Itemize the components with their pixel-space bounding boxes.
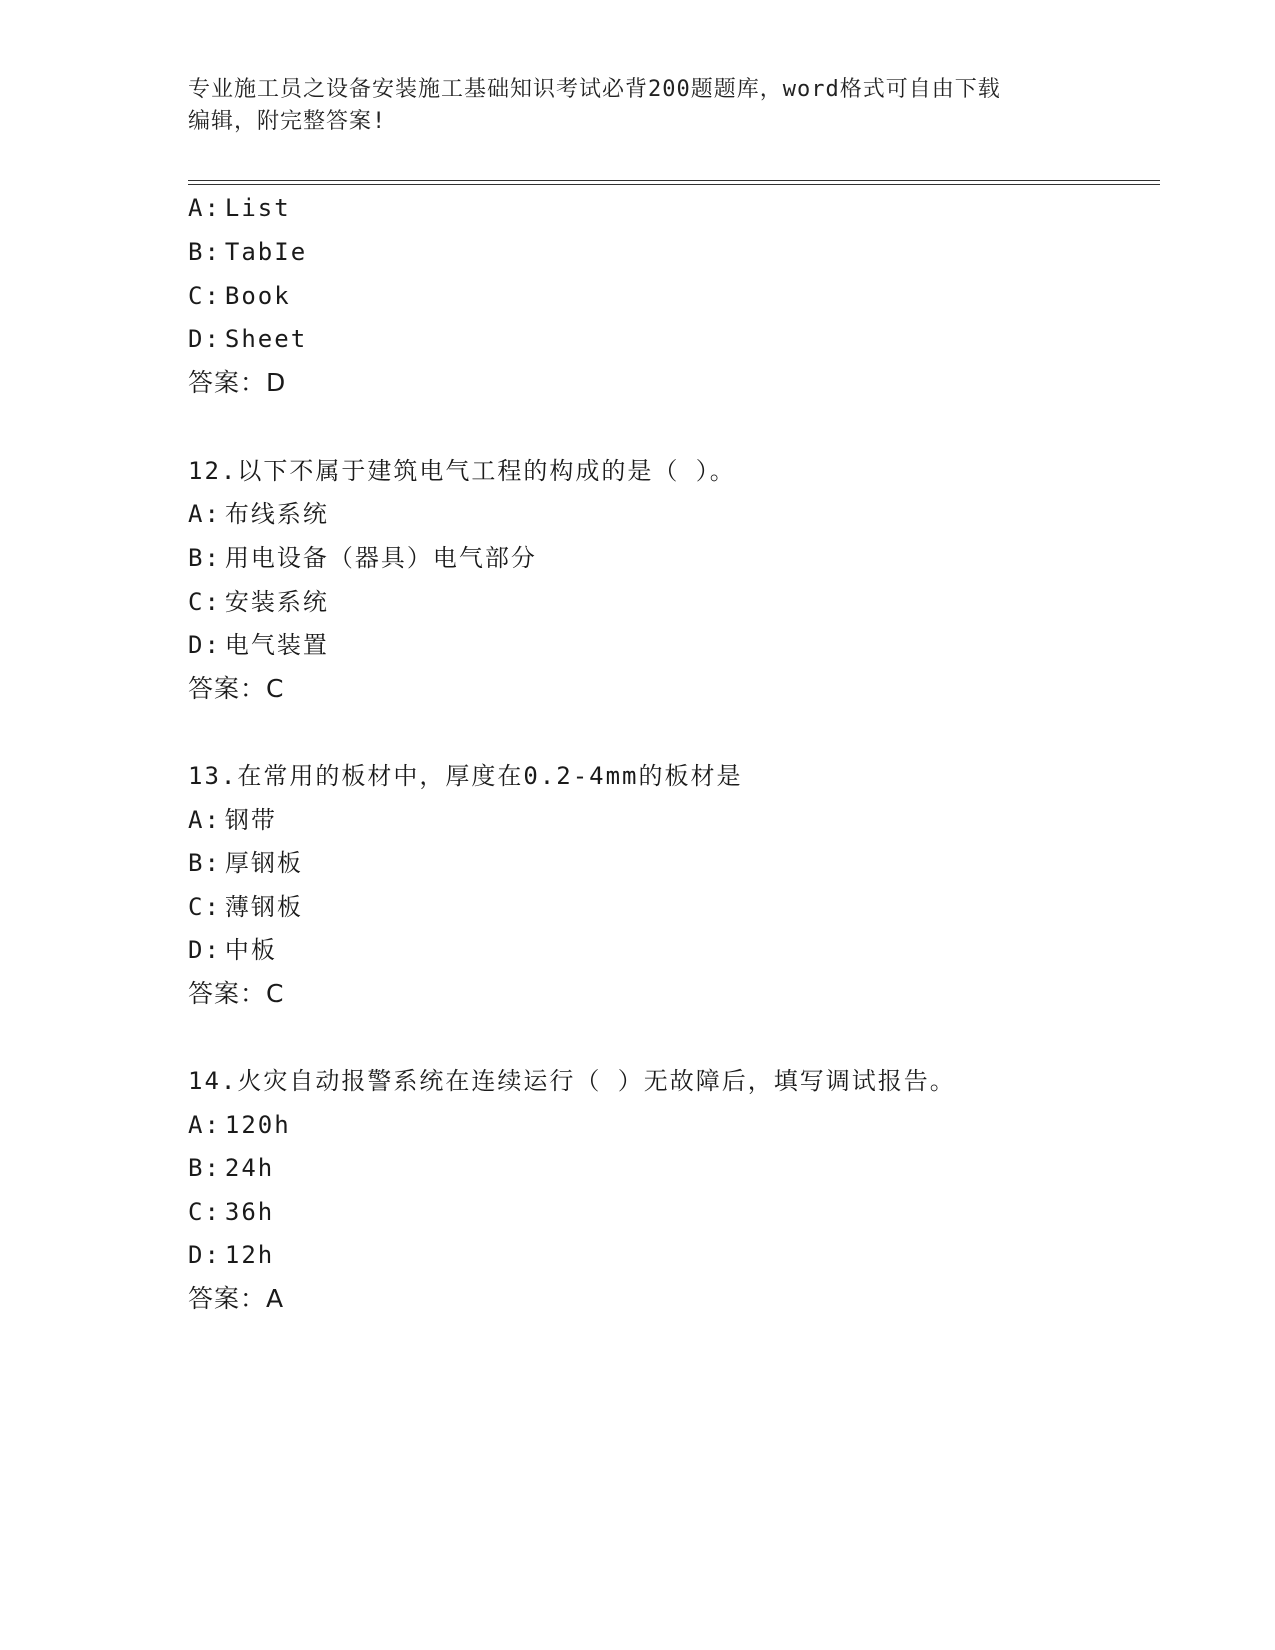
question-13-option-d: D: 中板 <box>188 936 277 964</box>
prev-option-a: A: List <box>188 194 291 222</box>
question-14-option-d: D: 12h <box>188 1241 275 1269</box>
header-title-line-1: 专业施工员之设备安装施工基础知识考试必背200题题库，word格式可自由下载 <box>188 77 1001 102</box>
question-12-answer: 答案：C <box>188 674 285 703</box>
question-14-option-c: C: 36h <box>188 1198 275 1226</box>
question-12-option-d: D: 电气装置 <box>188 631 329 659</box>
question-13-stem: 13.在常用的板材中，厚度在0.2-4mm的板材是 <box>188 762 743 790</box>
question-14-stem: 14.火灾自动报警系统在连续运行（ ）无故障后，填写调试报告。 <box>188 1067 956 1095</box>
question-13-answer: 答案：C <box>188 979 285 1008</box>
prev-answer: 答案：D <box>188 368 287 397</box>
question-12-option-a: A: 布线系统 <box>188 500 329 528</box>
question-12-stem: 12.以下不属于建筑电气工程的构成的是（ ）。 <box>188 457 736 485</box>
question-14-answer: 答案：A <box>188 1284 285 1313</box>
question-13-option-c: C: 薄钢板 <box>188 893 303 921</box>
question-13-option-b: B: 厚钢板 <box>188 849 303 877</box>
header-divider-bottom <box>188 184 1160 185</box>
prev-option-c: C: Book <box>188 282 291 310</box>
question-14-option-a: A: 120h <box>188 1111 291 1139</box>
header-divider-top <box>188 180 1160 181</box>
question-12-option-b: B: 用电设备（器具）电气部分 <box>188 544 537 572</box>
prev-option-d: D: Sheet <box>188 325 308 353</box>
question-12-option-c: C: 安装系统 <box>188 588 329 616</box>
question-14-option-b: B: 24h <box>188 1154 275 1182</box>
question-13-option-a: A: 钢带 <box>188 806 277 834</box>
header-title-line-2: 编辑，附完整答案! <box>188 109 387 134</box>
prev-option-b: B: TabIe <box>188 238 308 266</box>
document-header <box>188 74 1088 138</box>
